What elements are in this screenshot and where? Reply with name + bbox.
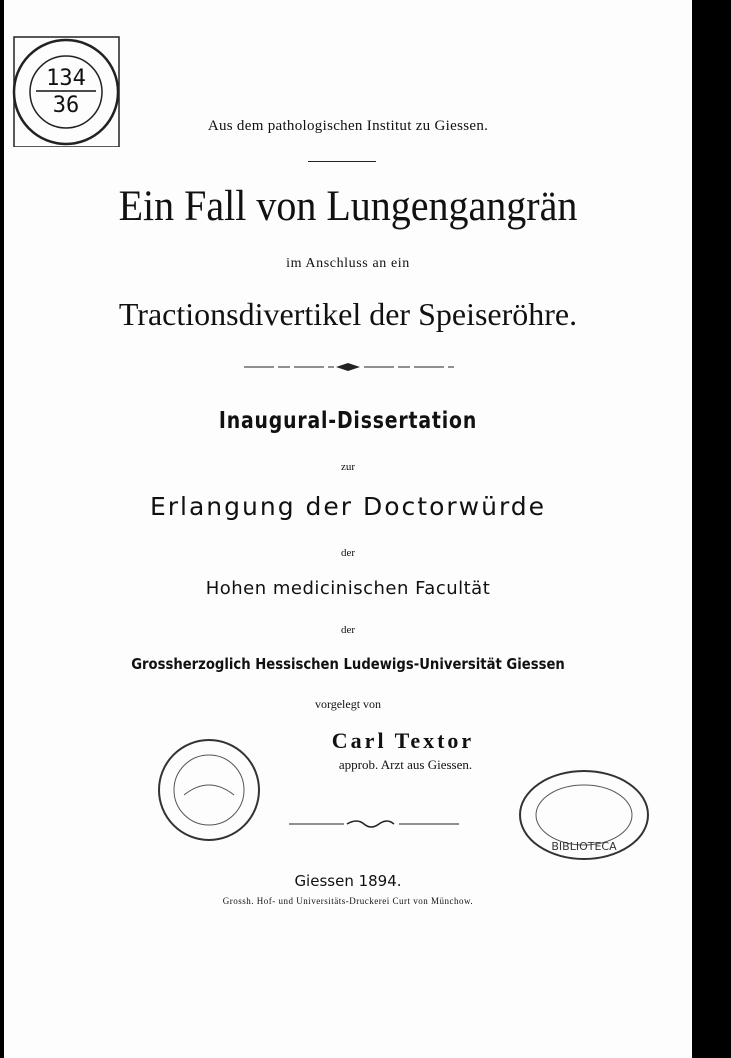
institute-line: Aus dem pathologischen Institut zu Giessen. xyxy=(207,118,489,134)
der-text-1: der xyxy=(340,547,356,559)
library-stamp-bottom-left xyxy=(154,735,264,845)
library-stamp-bottom-right xyxy=(514,765,654,865)
dissertation-heading: Inaugural-Dissertation xyxy=(218,408,478,434)
presented-by-text: vorgelegt von xyxy=(314,697,382,711)
stamp-ring-text: BIBLIOTECA xyxy=(551,840,617,853)
stamp-number-2: 36 xyxy=(52,93,80,118)
author-title: approb. Arzt aus Giessen. xyxy=(338,757,473,772)
document-title-line2: Tractionsdivertikel der Speiseröhre. xyxy=(118,296,578,332)
university-line: Grossherzoglich Hessischen Ludewigs-Universität Giessen xyxy=(131,655,565,673)
divider-short xyxy=(308,161,376,162)
subtitle-connector: im Anschluss an ein xyxy=(286,256,410,271)
faculty-line: Hohen medicinischen Facultät xyxy=(205,578,491,599)
der-text-2: der xyxy=(340,624,356,636)
document-title: Ein Fall von Lungengangrän xyxy=(118,181,578,230)
erlangung-line: Erlangung der Doctorwürde xyxy=(149,492,547,521)
place-year: Giessen 1894. xyxy=(294,872,402,890)
author-name: Carl Textor xyxy=(331,728,475,753)
stamp-number-1: 134 xyxy=(46,66,86,91)
ornament-divider-top xyxy=(244,362,454,372)
title-page xyxy=(4,0,692,1058)
zur-text: zur xyxy=(340,461,356,473)
ornament-divider-bottom xyxy=(289,818,459,830)
printer-line: Grossh. Hof- und Universitäts-Druckerei Curt von Münchow. xyxy=(222,896,474,906)
